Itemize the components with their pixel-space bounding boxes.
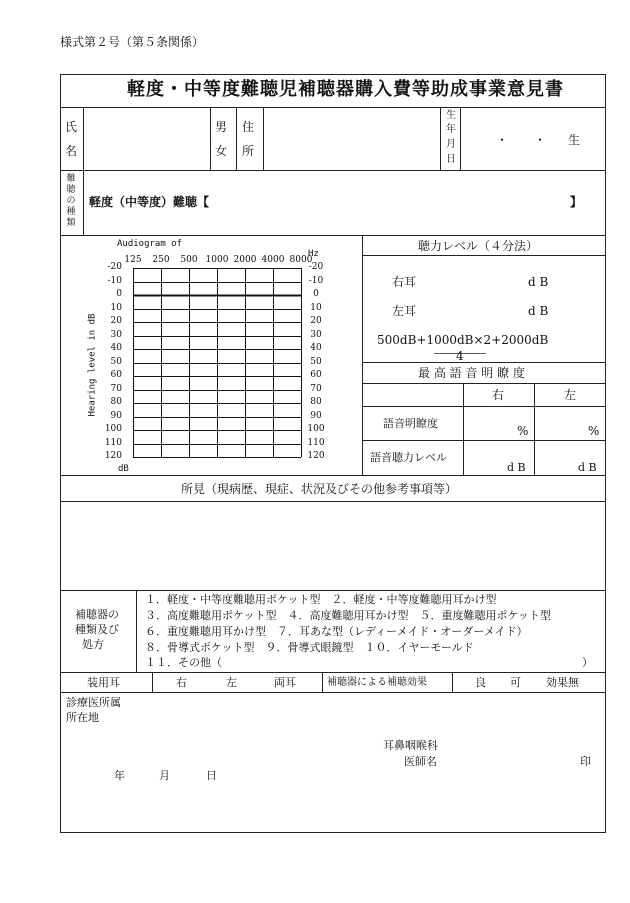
hearing-type-label-2: 聴 (66, 185, 76, 195)
effect-fair-option[interactable]: 可 (510, 676, 521, 689)
clinic-address-label: 所在地 (66, 711, 99, 724)
speech-row2-unit-left: d B (578, 461, 597, 474)
speech-row1-unit-left: % (588, 424, 600, 438)
hearing-type-close: 】 (570, 195, 583, 209)
audiogram-level-label-right: 60 (310, 370, 322, 380)
birth-label-3: 月 (446, 139, 456, 150)
wear-left-option[interactable]: 左 (226, 676, 237, 689)
speech-header: 最 高 語 音 明 瞭 度 (418, 366, 525, 380)
effect-good-option[interactable]: 良 (475, 676, 486, 689)
audiogram-level-label-right: 30 (310, 329, 322, 340)
wear-right-option[interactable]: 右 (176, 676, 187, 689)
birth-dot-2: ・ (534, 133, 547, 147)
hearing-formula-divisor: 4 (456, 349, 464, 363)
sex-label-male: 男 (215, 120, 228, 134)
audiogram-level-label-left: 90 (110, 410, 122, 421)
form-number: 様式第２号（第５条関係） (60, 35, 205, 49)
effect-none-option[interactable]: 効果無 (546, 676, 579, 689)
clinic-affiliation-label: 診療医所属 (66, 696, 121, 709)
left-ear-db: d B (528, 304, 549, 318)
audiogram-level-label-left: 20 (110, 316, 122, 326)
right-ear-label: 右耳 (392, 275, 417, 289)
hearing-aid-effect-label: 補聴器による補聴効果 (327, 677, 427, 688)
audiogram-level-label-left: 50 (110, 356, 122, 367)
wear-both-option[interactable]: 両耳 (274, 676, 296, 689)
audiogram-level-label-right: 100 (307, 424, 325, 434)
audiogram-freq-label: 4000 (261, 255, 285, 265)
audiogram-level-label-right: 80 (310, 397, 322, 407)
hearing-type-label-4: 種 (66, 207, 76, 217)
doctor-name-label: 医師名 (404, 755, 437, 768)
audiogram-level-label-right: -20 (308, 262, 324, 272)
audiogram-level-label-left: 80 (110, 397, 122, 407)
device-option-line-3: ６．重度難聴用耳かけ型 ７．耳あな型（レディーメイド・オーダーメイド） (145, 625, 528, 638)
device-label-3: 処方 (82, 638, 104, 651)
hearing-type-text: 軽度（中等度）難聴【 (89, 195, 210, 209)
name-field[interactable] (86, 110, 206, 166)
audiogram-freq-label: 500 (180, 255, 198, 265)
hearing-type-label-3: の (66, 196, 76, 206)
name-label-2: 名 (65, 144, 78, 158)
audiogram-level-label-left: 10 (110, 302, 122, 313)
speech-row1-label: 語音明瞭度 (383, 417, 438, 430)
audiogram-level-label-left: 100 (104, 424, 122, 434)
audiogram-level-label-right: 40 (310, 343, 322, 353)
audiogram-level-label-left: 120 (104, 451, 122, 461)
audiogram-level-label-left: 70 (110, 383, 122, 394)
device-close-paren: ） (582, 656, 593, 669)
audiogram-level-label-right: 50 (310, 356, 322, 367)
audiogram-level-label-right: 120 (307, 451, 325, 461)
address-label-1: 住 (242, 120, 255, 134)
device-option-line-4: ８．骨導式ポケット型 ９．骨導式眼鏡型 １０．イヤーモールド (145, 641, 474, 654)
audiogram-level-label-left: -20 (107, 262, 122, 272)
audiogram-level-label-right: -10 (308, 275, 324, 286)
hearing-type-label-1: 難 (66, 174, 76, 184)
findings-field[interactable] (62, 503, 603, 588)
audiogram-level-label-right: 90 (310, 410, 322, 421)
clinic-address-field[interactable] (130, 697, 600, 729)
audiogram-level-label-left: 40 (110, 343, 122, 353)
date-month-label: 月 (159, 769, 170, 782)
sex-label-female: 女 (215, 144, 228, 158)
audiogram-freq-label: 1000 (205, 255, 229, 265)
date-day-label: 日 (206, 769, 217, 782)
date-year-label: 年 (114, 769, 125, 782)
audiogram-ylabel: Hearing level in dB (87, 313, 98, 417)
wear-ear-label: 装用耳 (87, 676, 120, 689)
birth-suffix: 生 (568, 133, 581, 147)
hearing-level-header: 聴力レベル（４分法） (418, 239, 539, 253)
speech-row2-label: 語音聴力レベル (370, 451, 447, 464)
audiogram-level-label-right: 110 (307, 437, 325, 448)
device-option-line-1: １．軽度・中等度難聴用ポケット型 ２．軽度・中等度難聴用耳かけ型 (145, 593, 497, 606)
page-title: 軽度・中等度難聴児補聴器購入費等助成事業意見書 (127, 79, 564, 100)
device-option-line-2: ３．高度難聴用ポケット型 ４．高度難聴用耳かけ型 ５．重度難聴用ポケット型 (145, 609, 551, 622)
speech-col-right: 右 (492, 388, 505, 402)
clinic-department: 耳鼻咽喉科 (383, 739, 438, 752)
audiogram-title: Audiogram of (117, 239, 183, 249)
audiogram-hz-label: Hz (308, 249, 319, 259)
birth-label-1: 生 (446, 110, 456, 121)
hearing-formula: 500dB+1000dB×2+2000dB (377, 333, 549, 347)
address-field[interactable] (266, 110, 436, 166)
audiogram-level-label-left: -10 (107, 275, 122, 286)
speech-row2-unit-right: d B (507, 461, 526, 474)
audiogram-db-label: dB (118, 464, 129, 474)
doctor-name-field[interactable] (450, 752, 570, 770)
audiogram-level-label-right: 70 (310, 383, 322, 394)
birth-label-2: 年 (446, 124, 456, 135)
audiogram-freq-label: 8000 (289, 255, 313, 265)
audiogram-level-label-right: 20 (310, 316, 322, 326)
audiogram-freq-label: 125 (124, 255, 142, 265)
address-label-2: 所 (242, 144, 255, 158)
left-ear-label: 左耳 (392, 304, 417, 318)
name-label-1: 氏 (65, 120, 78, 134)
birth-label-4: 日 (446, 154, 456, 165)
device-option-line-5: １１．その他（ (145, 656, 222, 669)
audiogram-freq-label: 2000 (233, 255, 257, 265)
audiogram-plot-area[interactable] (133, 268, 301, 457)
birth-dot-1: ・ (496, 133, 509, 147)
hearing-type-label-5: 類 (66, 218, 76, 228)
right-ear-db: d B (528, 275, 549, 289)
speech-col-left: 左 (564, 388, 577, 402)
speech-row1-unit-right: % (517, 424, 529, 438)
findings-header: 所見（現病歴、現症、状況及びその他参考事項等） (181, 482, 458, 496)
audiogram-level-label-right: 0 (313, 289, 319, 299)
device-label-1: 補聴器の (75, 608, 119, 621)
seal-mark: 印 (580, 755, 591, 768)
audiogram-level-label-left: 110 (104, 437, 122, 448)
audiogram-level-label-left: 60 (110, 370, 122, 380)
audiogram-level-label-left: 30 (110, 329, 122, 340)
audiogram-level-label-left: 0 (116, 289, 122, 299)
audiogram-level-label-right: 10 (310, 302, 322, 313)
audiogram-freq-label: 250 (152, 255, 170, 265)
device-label-2: 種類及び (75, 623, 119, 636)
